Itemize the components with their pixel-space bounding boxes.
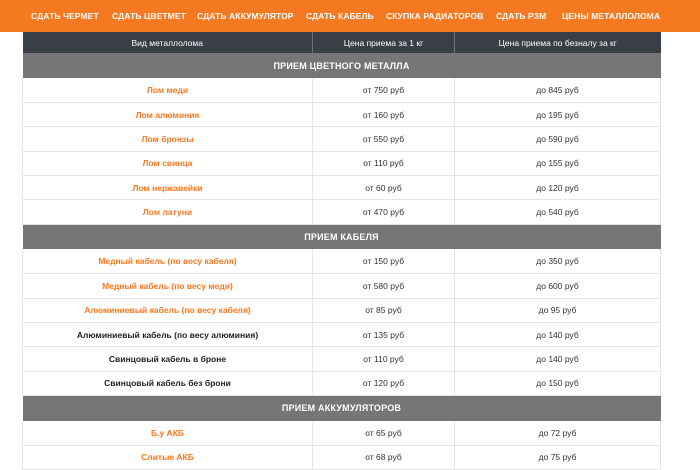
price-cell: от 65 руб xyxy=(313,421,455,445)
price-cell: от 750 руб xyxy=(313,78,455,102)
nav-item-tsvetmet[interactable]: СДАТЬ ЦВЕТМЕТ xyxy=(112,11,186,21)
cashless-price-cell: до 120 руб xyxy=(455,176,661,200)
cashless-price-cell: до 150 руб xyxy=(455,371,661,395)
price-cell: от 60 руб xyxy=(313,176,455,200)
section-header-row xyxy=(23,224,661,249)
section-title: ПРИЕМ КАБЕЛЯ xyxy=(23,224,661,249)
table-row xyxy=(23,371,661,395)
price-cell: от 160 руб xyxy=(313,102,455,126)
cashless-price-cell: до 600 руб xyxy=(455,274,661,298)
cashless-price-cell: до 140 руб xyxy=(455,347,661,371)
price-cell: от 110 руб xyxy=(313,151,455,175)
metal-type-link[interactable]: Слитые АКБ xyxy=(23,445,313,469)
cashless-price-cell: до 95 руб xyxy=(455,298,661,322)
price-cell: от 85 руб xyxy=(313,298,455,322)
table-row xyxy=(23,78,661,102)
nav-item-kabel[interactable]: СДАТЬ КАБЕЛЬ xyxy=(306,11,374,21)
metal-type-link[interactable]: Лом нержавейки xyxy=(23,176,313,200)
table-row xyxy=(23,421,661,445)
table-row xyxy=(23,347,661,371)
nav-item-radiatory[interactable]: СКУПКА РАДИАТОРОВ xyxy=(386,11,484,21)
cashless-price-cell: до 75 руб xyxy=(455,445,661,469)
column-header-cashless: Цена приема по безналу за кг xyxy=(455,32,661,53)
table-row xyxy=(23,176,661,200)
metal-type-label: Свинцовый кабель без брони xyxy=(23,371,313,395)
price-cell: от 550 руб xyxy=(313,127,455,151)
cashless-price-cell: до 72 руб xyxy=(455,421,661,445)
metal-type-link[interactable]: Медный кабель (по весу меди) xyxy=(23,274,313,298)
price-table xyxy=(22,32,661,470)
cashless-price-cell: до 140 руб xyxy=(455,323,661,347)
table-body xyxy=(23,53,661,469)
metal-type-link[interactable]: Медный кабель (по весу кабеля) xyxy=(23,249,313,273)
metal-type-link[interactable]: Лом бронзы xyxy=(23,127,313,151)
metal-type-label: Свинцовый кабель в броне xyxy=(23,347,313,371)
metal-type-link[interactable]: Лом свинца xyxy=(23,151,313,175)
cashless-price-cell: до 195 руб xyxy=(455,102,661,126)
cashless-price-cell: до 590 руб xyxy=(455,127,661,151)
metal-type-link[interactable]: Лом меди xyxy=(23,78,313,102)
metal-type-link[interactable]: Алюминиевый кабель (по весу кабеля) xyxy=(23,298,313,322)
price-cell: от 120 руб xyxy=(313,371,455,395)
section-title: ПРИЕМ АККУМУЛЯТОРОВ xyxy=(23,396,661,421)
table-row xyxy=(23,445,661,469)
table-row xyxy=(23,298,661,322)
nav-item-tseny[interactable]: ЦЕНЫ МЕТАЛЛОЛОМА xyxy=(562,11,661,21)
metal-type-link[interactable]: Лом латуни xyxy=(23,200,313,224)
section-header-row xyxy=(23,53,661,78)
cashless-price-cell: до 540 руб xyxy=(455,200,661,224)
table-header-row xyxy=(23,32,661,53)
column-header-price: Цена приема за 1 кг xyxy=(313,32,455,53)
cashless-price-cell: до 155 руб xyxy=(455,151,661,175)
price-cell: от 580 руб xyxy=(313,274,455,298)
cashless-price-cell: до 350 руб xyxy=(455,249,661,273)
price-cell: от 110 руб xyxy=(313,347,455,371)
metal-type-label: Алюминиевый кабель (по весу алюминия) xyxy=(23,323,313,347)
table-row xyxy=(23,151,661,175)
column-header-type: Вид металлолома xyxy=(23,32,313,53)
table-row xyxy=(23,274,661,298)
nav-item-akkumulyator[interactable]: СДАТЬ АККУМУЛЯТОР xyxy=(197,11,294,21)
table-row xyxy=(23,323,661,347)
table-row xyxy=(23,249,661,273)
price-cell: от 135 руб xyxy=(313,323,455,347)
table-row xyxy=(23,102,661,126)
metal-type-link[interactable]: Б.у АКБ xyxy=(23,421,313,445)
price-cell: от 68 руб xyxy=(313,445,455,469)
nav-item-rzm[interactable]: СДАТЬ РЗМ xyxy=(496,11,547,21)
cashless-price-cell: до 845 руб xyxy=(455,78,661,102)
metal-type-link[interactable]: Лом алюминия xyxy=(23,102,313,126)
table-row xyxy=(23,127,661,151)
nav-item-chermet[interactable]: СДАТЬ ЧЕРМЕТ xyxy=(31,11,99,21)
top-navigation xyxy=(0,0,700,32)
table-row xyxy=(23,200,661,224)
section-header-row xyxy=(23,396,661,421)
price-cell: от 150 руб xyxy=(313,249,455,273)
price-cell: от 470 руб xyxy=(313,200,455,224)
section-title: ПРИЕМ ЦВЕТНОГО МЕТАЛЛА xyxy=(23,53,661,78)
